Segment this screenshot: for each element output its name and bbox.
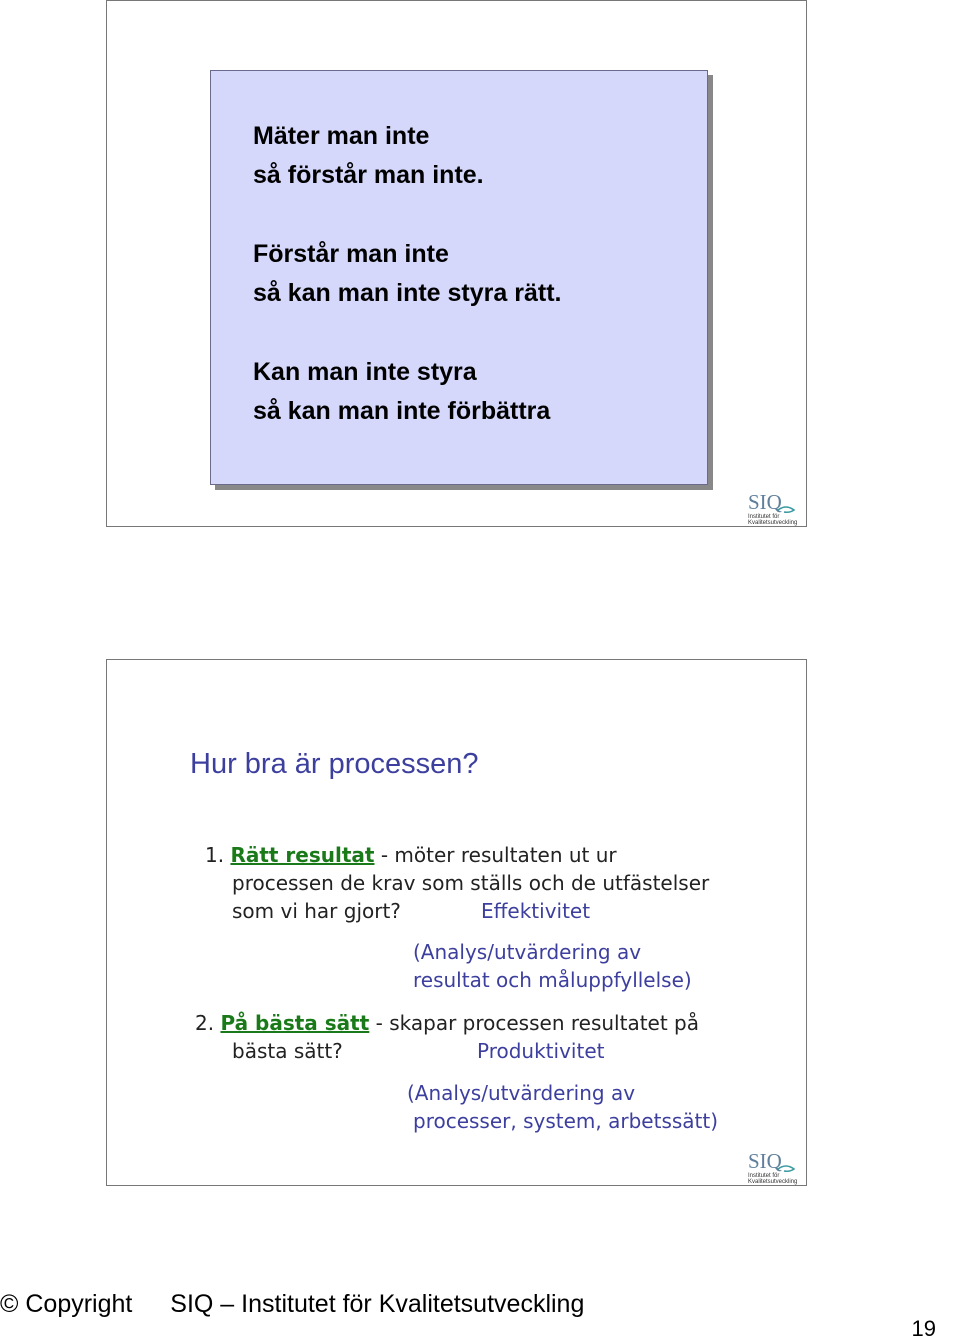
item-2-line-2: bästa sätt?: [232, 1039, 343, 1063]
item-1-note-line-1: (Analys/utvärdering av: [413, 940, 642, 964]
organization-text: SIQ – Institutet för Kvalitetsutveckling: [170, 1290, 585, 1318]
item-1-question: som vi har gjort?: [232, 899, 401, 923]
siq-logo-line-1: Institutet för: [748, 514, 780, 520]
siq-logo-line-2: Kvalitetsutveckling: [748, 1179, 798, 1185]
item-1-line-2: processen de krav som ställs och de utfästelser: [232, 871, 710, 895]
item-2-note-line-2: processer, system, arbetssätt): [413, 1109, 719, 1133]
page-number: 19: [911, 1316, 936, 1341]
quote-line-1: Mäter man inte: [253, 122, 430, 150]
item-1-rest: - möter resultaten ut ur: [374, 843, 617, 867]
quote-box: [210, 70, 708, 485]
copyright-text: © Copyright: [0, 1290, 133, 1318]
item-2-note-line-1: (Analys/utvärdering av: [407, 1081, 636, 1105]
slide-2: [106, 659, 807, 1186]
siq-logo-line-1: Institutet för: [748, 1173, 780, 1179]
item-1-line-3: [232, 897, 401, 925]
quote-line-5: Kan man inte styra: [253, 358, 477, 386]
siq-logo-mark: [748, 1149, 798, 1173]
siq-logo-text: SIQ: [748, 490, 782, 514]
item-1-label: Effektivitet: [481, 899, 591, 923]
slide-1: [106, 0, 807, 527]
slide-title: Hur bra är processen?: [190, 748, 479, 780]
siq-logo: [748, 490, 798, 526]
siq-logo: [748, 1149, 798, 1185]
quote-line-3: Förstår man inte: [253, 240, 449, 268]
item-2-keyword: På bästa sätt: [220, 1011, 370, 1035]
item-1-line-1: [205, 841, 617, 869]
quote-line-6: så kan man inte förbättra: [253, 397, 551, 425]
item-1-number: 1.: [205, 843, 225, 867]
item-2-number: 2.: [195, 1011, 215, 1035]
item-2-line-1: [195, 1009, 699, 1037]
item-1-keyword: Rätt resultat: [230, 843, 375, 867]
siq-logo-text: SIQ: [748, 1149, 782, 1173]
page-footer: [0, 1290, 584, 1319]
quote-line-2: så förstår man inte.: [253, 161, 484, 189]
item-2-label: Produktivitet: [477, 1039, 605, 1063]
quote-line-4: så kan man inte styra rätt.: [253, 279, 562, 307]
item-1-note-line-2: resultat och måluppfyllelse): [413, 968, 692, 992]
item-2-rest: - skapar processen resultatet på: [369, 1011, 699, 1035]
siq-logo-mark: [748, 490, 798, 514]
siq-logo-line-2: Kvalitetsutveckling: [748, 520, 798, 526]
